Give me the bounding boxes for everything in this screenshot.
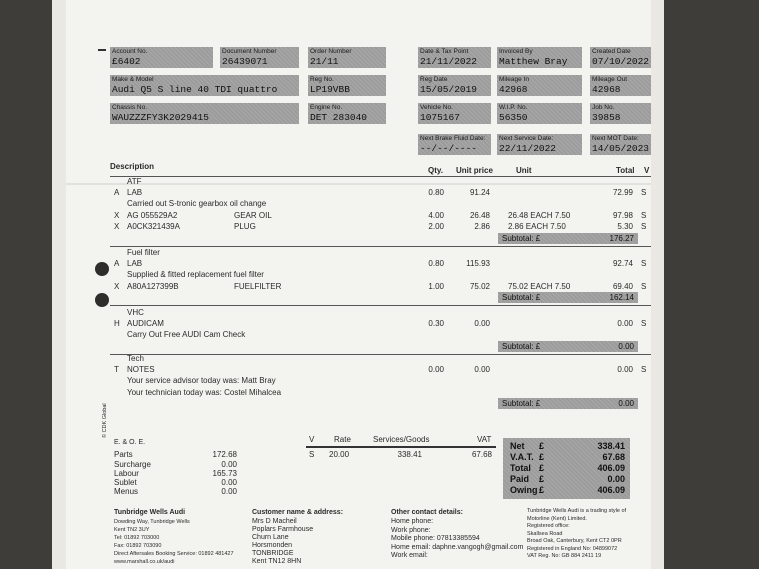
line-description: LAB	[127, 187, 143, 197]
menus-label: Menus	[114, 487, 139, 496]
col-qty: Qty.	[428, 166, 443, 175]
footer-line: Direct Aftersales Booking Service: 01892 481427	[114, 551, 234, 557]
engine-no-field: Engine No. DET 283040	[308, 103, 386, 124]
line-part-description: FUELFILTER	[234, 281, 282, 291]
line-qty: 0.00	[428, 364, 444, 374]
subtotal-bar	[498, 398, 638, 409]
line-description: LAB	[127, 258, 143, 268]
line-qty: 2.00	[428, 222, 444, 231]
paper-fold	[66, 183, 651, 185]
line-total: 92.74	[612, 258, 633, 268]
section-title: VHC	[127, 308, 144, 317]
footer-line: Home phone:	[391, 518, 434, 525]
next-mot-field: Next MOT Date: 14/05/2023	[592, 135, 650, 154]
line-unit-price: 0.00	[474, 318, 490, 328]
surcharge-value: 0.00	[221, 460, 237, 469]
footer-line: Skallsea Road	[527, 530, 563, 537]
mileage-out-field: Mileage Out 42968	[590, 75, 651, 96]
line-code: A	[114, 258, 120, 268]
job-no-field: Job No. 39858	[590, 103, 651, 124]
line-qty: 0.80	[428, 187, 444, 197]
reg-no-field: Reg No. LP19VBB	[308, 75, 386, 96]
footer-line: Work email:	[391, 552, 428, 559]
line-description: NOTES	[127, 364, 155, 374]
footer-line: Kent TN12 8HN	[252, 558, 302, 565]
net-currency: £	[539, 441, 545, 451]
line-qty: 1.00	[428, 281, 444, 291]
line-unit: 26.48 EACH 7.50	[508, 210, 571, 220]
total-label: Total	[510, 463, 531, 473]
line-unit-price: 26.48	[469, 210, 490, 220]
line-description: AUDICAM	[127, 318, 164, 328]
contact-details	[391, 518, 523, 561]
paid-currency: £	[539, 474, 545, 484]
line-description: AG 055529A2	[127, 210, 178, 220]
line-vat-code: S	[641, 364, 647, 374]
line-description: Your service advisor today was: Matt Bray	[127, 376, 276, 385]
header-rule	[110, 176, 651, 177]
owing-currency: £	[539, 485, 545, 495]
punch-hole	[95, 293, 109, 307]
line-vat-code: S	[641, 318, 647, 328]
vehicle-no-field: Vehicle No. 1075167	[418, 103, 491, 124]
subtotal-value: 176.27	[609, 233, 634, 243]
line-vat-code: S	[641, 222, 647, 231]
vat-v: S	[309, 450, 315, 459]
vat-amount: 67.68	[471, 450, 492, 459]
footer-line: Mrs D Macheil	[252, 518, 297, 525]
line-part-description: PLUG	[234, 222, 256, 231]
net-label: Net	[510, 441, 525, 451]
punch-mark	[98, 49, 106, 51]
vat-v-header: V	[309, 435, 315, 444]
footer-line: Churn Lane	[252, 534, 289, 541]
footer-line: Kent TN2 3UY	[114, 527, 150, 533]
line-code: X	[114, 210, 120, 220]
created-date-field: Created Date 07/10/2022	[592, 48, 650, 67]
col-v: V	[644, 166, 650, 175]
document-number-field: Document Number 26439071	[220, 47, 299, 68]
vat-services: 338.41	[397, 450, 422, 459]
subtotal-value: 0.00	[618, 399, 634, 408]
vat-rate: 20.00	[329, 450, 350, 459]
subtotal-bar	[498, 341, 638, 352]
reg-date-field: Reg Date 15/05/2019	[418, 75, 491, 96]
total-value: 406.09	[597, 463, 625, 473]
next-service-field: Next Service Date: 22/11/2022	[497, 134, 582, 155]
footer-line: Tel: 01892 703000	[114, 535, 160, 541]
line-total: 0.00	[617, 364, 633, 374]
vat-rate-header: Rate	[334, 435, 351, 444]
sublet-label: Sublet	[114, 478, 137, 487]
col-unit: Unit	[516, 166, 532, 175]
chassis-no-field: Chassis No. WAUZZZFY3K2029415	[110, 103, 299, 124]
section-rule	[110, 354, 651, 355]
line-qty: 4.00	[428, 210, 444, 220]
footer-line: Fax: 01892 703090	[114, 543, 162, 549]
line-unit-price: 91.24	[469, 187, 490, 197]
line-unit-price: 2.86	[474, 222, 490, 231]
footer-line: Registered office:	[527, 523, 570, 529]
line-total: 72.99	[612, 187, 633, 197]
line-unit: 2.86 EACH 7.50	[508, 222, 566, 231]
subtotal-label: Subtotal: £	[502, 233, 541, 243]
side-text: © CDK Global	[102, 403, 108, 438]
line-code: H	[114, 318, 120, 328]
mileage-in-field: Mileage In 42968	[497, 75, 582, 96]
line-description: A80A127399B	[127, 281, 179, 291]
line-total: 5.30	[617, 222, 633, 231]
next-brake-fluid-field: Next Brake Fluid Date: --/--/----	[418, 134, 491, 155]
line-total: 69.40	[612, 281, 633, 291]
invoice-page	[66, 0, 651, 569]
subtotal-bar	[498, 233, 638, 244]
line-description: Carry Out Free AUDI Cam Check	[127, 330, 246, 339]
line-vat-code: S	[641, 258, 647, 268]
invoiced-by-field: Invoiced By Matthew Bray	[497, 47, 582, 68]
col-unit-price: Unit price	[456, 166, 493, 175]
section-title: Tech	[127, 354, 144, 363]
footer-line: VAT Reg. No: GB 884 2411 19	[527, 553, 602, 559]
dealer-name: Tunbridge Wells Audi	[114, 509, 186, 516]
section-rule	[110, 305, 651, 306]
net-value: 338.41	[597, 441, 625, 451]
line-part-description: GEAR OIL	[234, 210, 272, 220]
sublet-value: 0.00	[221, 478, 237, 487]
footer-line: Home email: daphne.vangogh@gmail.com	[391, 543, 524, 551]
line-vat-code: S	[641, 281, 647, 291]
section-rule	[110, 246, 651, 247]
subtotal-value: 162.14	[609, 293, 634, 302]
subtotal-label: Subtotal: £	[502, 399, 541, 408]
owing-label: Owing	[510, 485, 538, 495]
parts-value: 172.68	[212, 450, 237, 459]
line-total: 97.98	[612, 210, 633, 220]
line-qty: 0.80	[428, 258, 444, 268]
customer-address	[252, 518, 313, 566]
customer-label: Customer name & address:	[252, 509, 344, 516]
line-unit-price: 115.93	[466, 258, 490, 268]
vat-vat-header: VAT	[477, 435, 492, 444]
footer-line: Mobile phone: 07813385594	[391, 535, 480, 542]
parts-label: Parts	[114, 450, 133, 459]
legal-info	[527, 508, 626, 561]
dealer-address	[114, 518, 234, 566]
paid-value: 0.00	[607, 474, 625, 484]
line-code: T	[114, 364, 119, 374]
labour-value: 165.73	[212, 469, 237, 478]
owing-value: 406.09	[597, 485, 625, 495]
vat-label: V.A.T.	[510, 452, 534, 462]
section-title: ATF	[127, 177, 142, 186]
punch-hole	[95, 262, 109, 276]
surcharge-label: Surcharge	[114, 460, 151, 469]
footer-line: Registered in England No: 04899072	[527, 545, 618, 552]
footer-line: Broad Oak, Canterbury, Kent CT2 0PR	[527, 538, 622, 544]
totals-box	[503, 438, 630, 499]
order-number-field: Order Number 21/11	[308, 47, 386, 68]
vat-currency: £	[539, 452, 545, 462]
eoe-text: E. & O. E.	[114, 439, 146, 446]
line-description: Supplied & fitted replacement fuel filter	[127, 270, 264, 279]
col-description: Description	[110, 162, 155, 171]
line-description: Carried out S-tronic gearbox oil change	[127, 199, 267, 208]
line-code: X	[114, 281, 120, 291]
wip-no-field: W.I.P. No. 56350	[497, 103, 582, 124]
footer-line: TONBRIDGE	[252, 550, 294, 557]
line-vat-code: S	[641, 210, 647, 220]
labour-label: Labour	[114, 469, 139, 478]
date-tax-point-field: Date & Tax Point 21/11/2022	[418, 47, 491, 68]
footer-line: Poplars Farmhouse	[252, 526, 314, 533]
line-total: 0.00	[617, 318, 633, 328]
footer-line: Motorline (Kent) Limited.	[527, 515, 587, 522]
contact-label: Other contact details:	[391, 509, 463, 516]
footer-line: www.marshall.co.uk/audi	[114, 559, 175, 565]
vat-services-header: Services/Goods	[373, 435, 430, 444]
section-title: Fuel filter	[127, 248, 160, 257]
line-description: Your technician today was: Costel Mihalcea	[127, 387, 282, 397]
line-unit-price: 75.02	[469, 281, 490, 291]
line-code: A	[114, 187, 120, 197]
vat-value: 67.68	[602, 452, 625, 462]
subtotal-label: Subtotal: £	[502, 293, 541, 302]
account-no-field: Account No. £6402	[110, 47, 213, 68]
line-code: X	[114, 222, 120, 231]
subtotal-label: Subtotal: £	[502, 341, 541, 351]
make-model-field: Make & Model Audi Q5 S line 40 TDI quattro	[110, 75, 299, 96]
line-vat-code: S	[641, 187, 647, 197]
line-description: A0CK321439A	[127, 222, 180, 231]
footer-line: Horsmonden	[252, 542, 293, 549]
menus-value: 0.00	[221, 487, 237, 496]
subtotal-bar	[498, 292, 638, 303]
paid-label: Paid	[510, 474, 530, 484]
vat-rule	[306, 446, 496, 448]
footer-line: Dowding Way, Tunbridge Wells	[114, 519, 190, 525]
line-qty: 0.30	[428, 318, 444, 328]
footer-line: Work phone:	[391, 526, 431, 534]
footer-line: Tunbridge Wells Audi is a trading style of	[527, 508, 627, 514]
line-unit: 75.02 EACH 7.50	[508, 281, 571, 291]
line-unit-price: 0.00	[474, 364, 490, 374]
total-currency: £	[539, 463, 545, 473]
col-total: Total	[616, 166, 635, 175]
subtotal-value: 0.00	[618, 341, 634, 351]
